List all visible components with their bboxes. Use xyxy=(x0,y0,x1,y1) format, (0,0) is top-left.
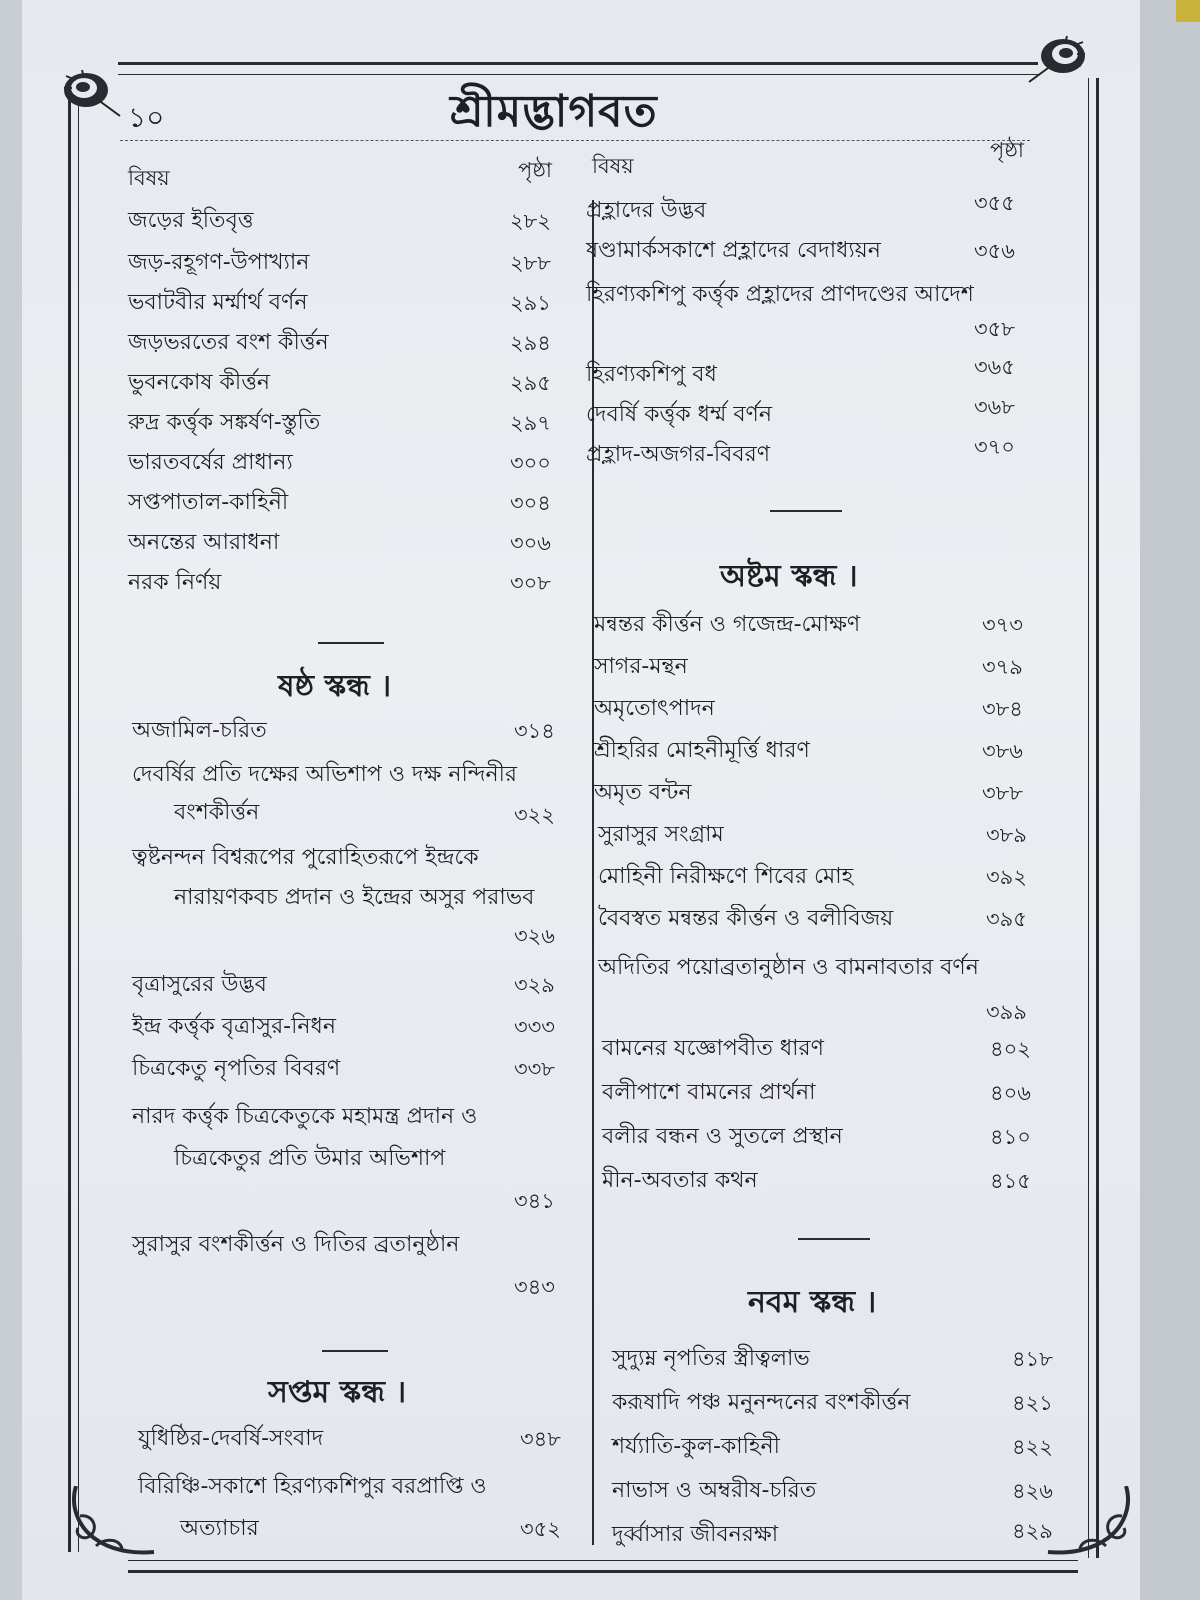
toc-entry-page: ৩৮৬ xyxy=(982,739,1023,763)
toc-entry xyxy=(594,736,1054,766)
toc-entry-title: প্রহ্লাদ-অজগর-বিবরণ xyxy=(586,442,771,467)
toc-entry xyxy=(594,610,1054,640)
toc-entry xyxy=(128,408,578,438)
toc-entry xyxy=(132,970,582,1000)
toc-entry xyxy=(132,1224,572,1299)
toc-entry-title: মীন-অবতার কথন xyxy=(602,1168,758,1193)
toc-entry-page: ৩৭৯ xyxy=(982,655,1023,679)
toc-entry xyxy=(586,191,1046,226)
toc-entry-page: ৩৪১ xyxy=(514,1189,555,1213)
toc-entry-page: ৩৯২ xyxy=(986,865,1027,889)
toc-entry xyxy=(128,488,578,518)
toc-entry-title: ভারতবর্ষের প্রাধান্য xyxy=(128,450,293,475)
toc-entry xyxy=(128,248,578,278)
toc-entry xyxy=(586,236,1046,266)
toc-entry xyxy=(594,652,1054,682)
toc-entry-page: ৩৫৫ xyxy=(974,191,1015,215)
toc-entry xyxy=(598,862,1058,892)
toc-entry-page: ৩৯৫ xyxy=(986,907,1027,931)
toc-entry xyxy=(602,1034,1062,1064)
toc-entry-title: নারদ কর্ত্তৃক চিত্রকেতুকে মহামন্ত্র প্রদান ও চিত্রকেতুর প্রতি উমার অভিশাপ xyxy=(132,1104,478,1171)
frame-right-border xyxy=(1088,78,1099,1558)
toc-entry-page: ৩৮৯ xyxy=(986,823,1027,847)
toc-entry-title: বলীপাশে বামনের প্রার্থনা xyxy=(602,1080,816,1105)
toc-entry-title: বামনের যজ্ঞোপবীত ধারণ xyxy=(602,1036,824,1061)
toc-entry xyxy=(586,274,1046,341)
toc-entry xyxy=(612,1388,1072,1418)
toc-entry xyxy=(132,1054,582,1084)
toc-entry-title: যুধিষ্ঠির-দেবর্ষি-সংবাদ xyxy=(138,1426,324,1451)
toc-entry-title: রুদ্র কর্ত্তৃক সঙ্কর্ষণ-স্তুতি xyxy=(128,410,321,435)
toc-entry-title: অমৃত বন্টন xyxy=(594,780,692,805)
toc-entry-page: ৪২১ xyxy=(1012,1391,1053,1415)
toc-entry-title: জড়ের ইতিবৃত্ত xyxy=(128,208,254,233)
toc-entry-page: ৩৭৩ xyxy=(982,613,1023,637)
toc-entry-title: দুর্ব্বাসার জীবনরক্ষা xyxy=(612,1522,779,1547)
right-topic-header: বিষয় xyxy=(592,154,634,178)
toc-entry xyxy=(128,368,578,398)
toc-entry-title: জড়ভরতের বংশ কীর্ত্তন xyxy=(128,330,329,355)
toc-entry-title: চিত্রকেতু নৃপতির বিবরণ xyxy=(132,1056,341,1081)
toc-entry xyxy=(132,756,572,832)
page-edge xyxy=(1140,0,1200,1600)
toc-entry-page: ২৯৪ xyxy=(510,331,551,355)
toc-entry-title: দেবর্ষি কর্ত্তৃক ধর্ম্ম বর্ণন xyxy=(586,402,772,427)
section-rule xyxy=(318,642,384,644)
page-edge-tab xyxy=(1176,0,1200,22)
toc-entry xyxy=(594,694,1054,724)
toc-entry-title: করূষাদি পঞ্চ মনুনন্দনের বংশকীর্ত্তন xyxy=(612,1390,911,1415)
toc-entry-page: ৩৩৮ xyxy=(514,1057,555,1081)
left-topic-header: বিষয় xyxy=(128,166,170,190)
right-page-header: পৃষ্ঠা xyxy=(990,138,1025,162)
toc-entry-page: ৩১৪ xyxy=(514,719,555,743)
toc-entry-title: অদিতির পয়োব্রতানুষ্ঠান ও বামনাবতার বর্ণন xyxy=(598,955,979,980)
toc-entry xyxy=(128,206,578,236)
header-divider xyxy=(120,140,1030,141)
toc-entry-page: ৪০৬ xyxy=(990,1081,1031,1105)
toc-entry-page: ৩২৯ xyxy=(514,973,555,997)
peacock-feather-icon xyxy=(60,66,124,122)
toc-entry-title: নাভাস ও অম্বরীষ-চরিত xyxy=(612,1478,817,1503)
toc-entry-title: সপ্তপাতাল-কাহিনী xyxy=(128,490,289,515)
toc-entry-page: ৪০২ xyxy=(990,1037,1031,1061)
toc-entry xyxy=(138,1466,578,1550)
toc-entry-page: ৩৬৫ xyxy=(974,355,1015,379)
toc-entry-title: অমৃতোৎপাদন xyxy=(594,696,715,721)
toc-entry xyxy=(586,355,1046,390)
toc-entry-page: ৩৫৮ xyxy=(974,317,1015,341)
peacock-feather-icon xyxy=(1025,32,1089,88)
toc-entry-title: হিরণ্যকশিপু কর্ত্তৃক প্রহ্লাদের প্রাণদণ্ডের আদেশ xyxy=(586,282,974,307)
book-title: শ্রীমদ্ভাগবত xyxy=(450,86,658,137)
toc-entry-title: বৃত্রাসুরের উদ্ভব xyxy=(132,972,267,997)
toc-entry-page: ৩০৬ xyxy=(510,531,551,555)
toc-entry-title: দেবর্ষির প্রতি দক্ষের অভিশাপ ও দক্ষ নন্দিনীর বংশকীর্ত্তন xyxy=(132,762,518,825)
toc-entry xyxy=(602,1122,1062,1152)
toc-entry-title: ষণ্ডামার্কসকাশে প্রহ্লাদের বেদাধ্যয়ন xyxy=(586,238,881,263)
toc-entry-page: ৩৩৩ xyxy=(514,1015,555,1039)
toc-entry-page: ৩০০ xyxy=(510,451,551,475)
section-rule xyxy=(798,1238,870,1240)
toc-entry xyxy=(612,1476,1072,1506)
toc-entry-title: ত্বষ্টনন্দন বিশ্বরূপের পুরোহিতরূপে ইন্দ্রকে নারায়ণকবচ প্রদান ও ইন্দ্রের অসুর পরাভব xyxy=(132,845,535,910)
toc-entry xyxy=(602,1078,1062,1108)
toc-entry xyxy=(612,1344,1072,1374)
toc-entry-page: ৩০৮ xyxy=(510,571,551,595)
toc-entry-page: ৩৮৮ xyxy=(982,781,1023,805)
toc-entry xyxy=(586,395,1046,430)
left-page-header: পৃষ্ঠা xyxy=(518,158,553,182)
toc-entry xyxy=(594,778,1054,808)
toc-entry-page: ২৯৫ xyxy=(510,371,551,395)
toc-entry-page: ৩০৪ xyxy=(510,491,551,515)
section-rule xyxy=(770,510,842,512)
toc-entry-title: শ্রীহরির মোহনীমূর্ত্তি ধারণ xyxy=(594,738,810,763)
toc-entry-page: ৩২২ xyxy=(514,803,555,827)
toc-entry-title: বৈবস্বত মন্বন্তর কীর্ত্তন ও বলীবিজয় xyxy=(598,906,894,931)
frame-bottom-border xyxy=(128,1560,1078,1573)
toc-entry-title: সুরাসুর সংগ্রাম xyxy=(598,822,724,847)
toc-entry-title: জড়-রহূগণ-উপাখ্যান xyxy=(128,250,310,275)
toc-entry xyxy=(132,716,582,746)
toc-entry-title: প্রহ্লাদের উদ্ভব xyxy=(586,198,707,223)
toc-entry-page: ২৮৮ xyxy=(510,251,551,275)
toc-entry-page: ৪২৬ xyxy=(1012,1479,1053,1503)
toc-entry xyxy=(598,820,1058,850)
toc-entry-title: মন্বন্তর কীর্ত্তন ও গজেন্দ্র-মোক্ষণ xyxy=(594,612,861,637)
section-rule xyxy=(322,1350,388,1352)
toc-entry-page: ৩৫২ xyxy=(520,1517,561,1541)
toc-entry-title: ভবাটবীর মর্ম্মার্থ বর্ণন xyxy=(128,290,308,315)
toc-entry xyxy=(128,528,578,558)
toc-entry-title: বিরিঞ্চি-সকাশে হিরণ্যকশিপুর বরপ্রাপ্তি ও অত্যাচার xyxy=(138,1474,487,1541)
toc-entry xyxy=(138,1424,588,1454)
toc-entry xyxy=(132,838,572,948)
page-number: ১০ xyxy=(128,101,165,134)
toc-entry-title: সুরাসুর বংশকীর্ত্তন ও দিতির ব্রতানুষ্ঠান xyxy=(132,1232,460,1257)
toc-entry-title: সুদ্যুম্ন নৃপতির স্ত্রীত্বলাভ xyxy=(612,1346,810,1371)
toc-entry-title: সাগর-মন্থন xyxy=(594,654,688,679)
section-heading: ষষ্ঠ স্কন্ধ । xyxy=(278,669,392,704)
toc-entry-page: ৩৫৬ xyxy=(974,239,1015,263)
toc-entry-title: অনন্তের আরাধনা xyxy=(128,530,280,555)
toc-entry xyxy=(598,946,1058,1024)
toc-entry xyxy=(128,328,578,358)
toc-entry-title: নরক নির্ণয় xyxy=(128,570,222,595)
toc-entry-page: ৪২৯ xyxy=(1012,1519,1053,1543)
toc-entry xyxy=(128,568,578,598)
toc-entry-page: ২৮২ xyxy=(510,209,551,233)
toc-entry xyxy=(612,1520,1072,1550)
toc-entry-page: ৪২২ xyxy=(1012,1435,1053,1459)
toc-entry-page: ২৯৭ xyxy=(510,411,551,435)
toc-entry-page: ৩৮৪ xyxy=(982,697,1023,721)
toc-entry-page: ৩৭০ xyxy=(974,435,1015,459)
frame-top-border xyxy=(118,62,1038,75)
toc-entry xyxy=(612,1432,1072,1462)
toc-entry-title: শর্য্যাতি-কুল-কাহিনী xyxy=(612,1434,780,1459)
toc-entry xyxy=(132,1096,572,1213)
toc-entry xyxy=(586,435,1046,470)
toc-entry-page: ৩৬৮ xyxy=(974,395,1015,419)
toc-entry-title: অজামিল-চরিত xyxy=(132,718,267,743)
toc-entry xyxy=(128,448,578,478)
toc-entry xyxy=(602,1166,1062,1196)
toc-entry xyxy=(132,1012,582,1042)
toc-entry-title: মোহিনী নিরীক্ষণে শিবের মোহ xyxy=(598,864,854,889)
toc-entry-title: বলীর বন্ধন ও সুতলে প্রস্থান xyxy=(602,1124,843,1149)
section-heading: অষ্টম স্কন্ধ । xyxy=(720,559,858,594)
toc-entry-page: ৩৯৯ xyxy=(986,1000,1027,1024)
toc-entry-page: ৪১৫ xyxy=(990,1169,1031,1193)
toc-entry-title: হিরণ্যকশিপু বধ xyxy=(586,362,717,387)
toc-entry-page: ৩২৬ xyxy=(514,924,555,948)
section-heading: সপ্তম স্কন্ধ । xyxy=(268,1375,407,1410)
toc-entry-page: ৩৪৮ xyxy=(520,1427,561,1451)
toc-entry-page: ২৯১ xyxy=(510,291,551,315)
section-heading: নবম স্কন্ধ । xyxy=(748,1285,877,1320)
toc-entry-title: ইন্দ্র কর্ত্তৃক বৃত্রাসুর-নিধন xyxy=(132,1014,336,1039)
toc-entry xyxy=(128,288,578,318)
toc-entry-page: ৪১৮ xyxy=(1012,1347,1053,1371)
toc-entry-page: ৪১০ xyxy=(990,1125,1031,1149)
toc-entry xyxy=(598,904,1058,934)
toc-entry-page: ৩৪৩ xyxy=(514,1275,555,1299)
toc-entry-title: ভুবনকোষ কীর্ত্তন xyxy=(128,370,271,395)
frame-left-border xyxy=(68,82,79,1552)
